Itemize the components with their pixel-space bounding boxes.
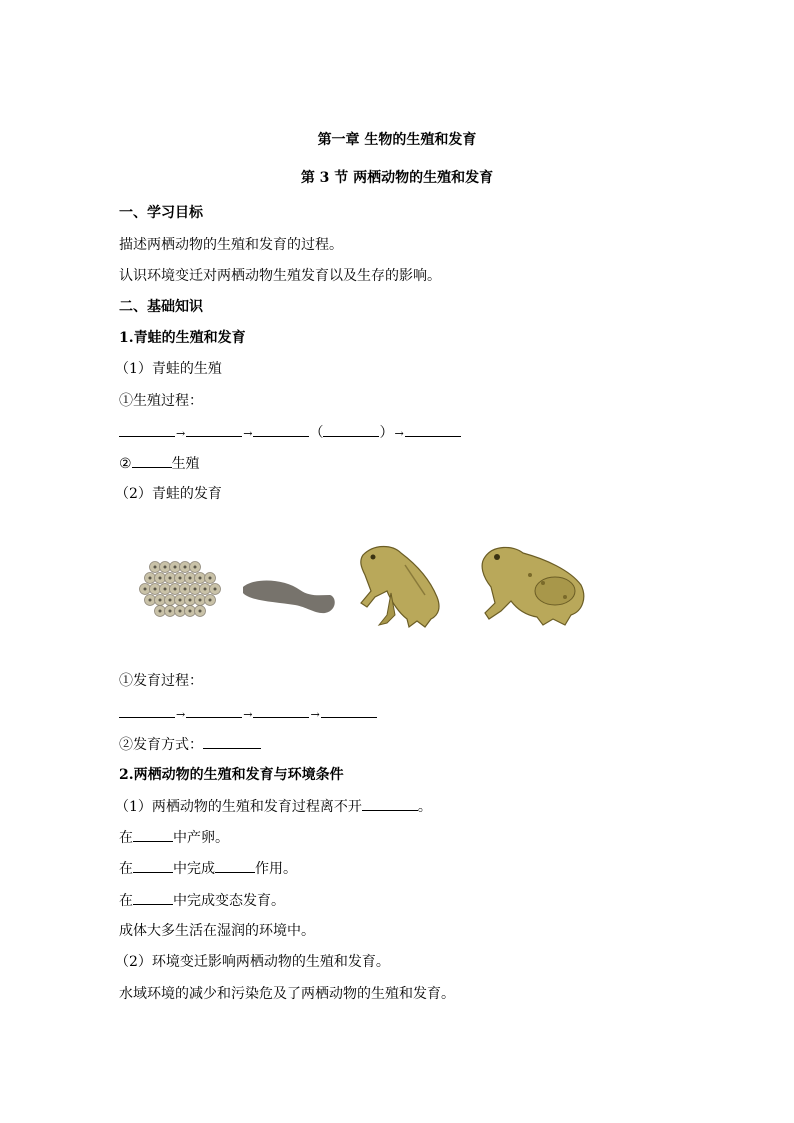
egg-embryo <box>169 610 172 613</box>
answer-blank[interactable] <box>203 734 261 749</box>
egg-embryo <box>199 577 202 580</box>
egg-embryo <box>194 588 197 591</box>
egg-embryo <box>204 588 207 591</box>
egg-embryo <box>199 599 202 602</box>
fertilization-line <box>119 858 297 879</box>
egg-embryo <box>214 588 217 591</box>
egg-embryo <box>184 566 187 569</box>
arrow: → <box>176 427 186 440</box>
goal-item: 认识环境变迁对两栖动物生殖发育以及生存的影响。 <box>119 268 441 284</box>
development-mode-label: ②发育方式： <box>119 737 203 753</box>
egg-embryo <box>154 566 157 569</box>
mode-suffix: 生殖 <box>171 456 200 472</box>
egg-embryo <box>144 588 147 591</box>
water-dependence-text: （1）两栖动物的生殖和发育过程离不开 <box>115 799 362 815</box>
answer-blank[interactable] <box>323 422 379 437</box>
basics-heading: 二、基础知识 <box>119 299 203 315</box>
arrow: → <box>243 427 253 440</box>
egg-embryo <box>159 610 162 613</box>
egg-embryo <box>164 566 167 569</box>
development-process-blanks <box>119 703 377 725</box>
egg-embryo <box>209 599 212 602</box>
paren-open: （ <box>309 425 324 441</box>
adult-frog-image <box>482 547 584 625</box>
answer-blank[interactable] <box>405 422 461 437</box>
water-pollution-text: 水域环境的减少和污染危及了两栖动物的生殖和发育。 <box>119 986 455 1002</box>
egg-embryo <box>189 599 192 602</box>
reproduction-process-blanks <box>119 422 461 444</box>
frog-life-cycle-figure <box>125 535 595 635</box>
water-dependence-line <box>115 796 432 817</box>
egg-embryo <box>179 577 182 580</box>
egg-embryo <box>164 588 167 591</box>
action-text: 作用。 <box>255 861 297 877</box>
egg-embryo <box>209 577 212 580</box>
egg-embryo <box>189 577 192 580</box>
tadpole-image <box>243 581 335 614</box>
reproduction-mode-line <box>119 453 200 474</box>
zai-text: 在 <box>119 893 133 909</box>
egg-embryo <box>149 577 152 580</box>
meta-suffix: 中完成变态发育。 <box>173 893 285 909</box>
mode-prefix: ② <box>119 456 132 472</box>
period: 。 <box>417 799 432 815</box>
frog-section-heading: 1.青蛙的生殖和发育 <box>119 330 246 346</box>
arrow: → <box>176 708 186 721</box>
answer-blank[interactable] <box>362 796 418 811</box>
egg-cluster-image <box>140 562 221 617</box>
egg-embryo <box>174 588 177 591</box>
arrow: → <box>394 427 404 440</box>
answer-blank[interactable] <box>133 827 173 842</box>
egg-laying-line <box>119 827 229 848</box>
answer-blank[interactable] <box>253 703 309 718</box>
egg-suffix: 中产卵。 <box>173 830 229 846</box>
egg-embryo <box>159 599 162 602</box>
zai-text: 在 <box>119 861 133 877</box>
egg-embryo <box>174 566 177 569</box>
finish-text: 中完成 <box>173 861 215 877</box>
egg-embryo <box>189 610 192 613</box>
egg-embryo <box>169 599 172 602</box>
development-mode-line <box>119 734 261 755</box>
goals-heading: 一、学习目标 <box>119 205 203 221</box>
egg-embryo <box>154 588 157 591</box>
arrow: → <box>310 708 320 721</box>
zai-text: 在 <box>119 830 133 846</box>
goal-item: 描述两栖动物的生殖和发育的过程。 <box>119 237 343 253</box>
answer-blank[interactable] <box>133 858 173 873</box>
egg-embryo <box>194 566 197 569</box>
answer-blank[interactable] <box>132 453 172 468</box>
answer-blank[interactable] <box>133 890 173 905</box>
paren-close: ） <box>379 425 394 441</box>
answer-blank[interactable] <box>321 703 377 718</box>
section-title: 第 3 节 两栖动物的生殖和发育 <box>300 170 494 186</box>
answer-blank[interactable] <box>253 422 309 437</box>
answer-blank[interactable] <box>186 703 242 718</box>
development-process-label: ①发育过程： <box>119 673 203 689</box>
egg-embryo <box>199 610 202 613</box>
environment-section-heading: 2.两栖动物的生殖和发育与环境条件 <box>119 767 344 783</box>
adult-habitat-text: 成体大多生活在湿润的环境中。 <box>119 923 315 939</box>
environment-change-text: （2）环境变迁影响两栖动物的生殖和发育。 <box>115 954 390 970</box>
egg-embryo <box>184 588 187 591</box>
egg-embryo <box>179 610 182 613</box>
egg-embryo <box>159 577 162 580</box>
answer-blank[interactable] <box>119 703 175 718</box>
frog-development-subheading: （2）青蛙的发育 <box>115 486 222 502</box>
answer-blank[interactable] <box>215 858 255 873</box>
frog-reproduction-subheading: （1）青蛙的生殖 <box>115 361 222 377</box>
young-frog-image <box>361 547 439 628</box>
reproduction-process-label: ①生殖过程： <box>119 393 203 409</box>
egg-embryo <box>169 577 172 580</box>
egg-embryo <box>149 599 152 602</box>
egg-embryo <box>179 599 182 602</box>
arrow: → <box>243 708 253 721</box>
chapter-title: 第一章 生物的生殖和发育 <box>317 132 477 148</box>
answer-blank[interactable] <box>186 422 242 437</box>
answer-blank[interactable] <box>119 422 175 437</box>
metamorphosis-line <box>119 890 285 911</box>
